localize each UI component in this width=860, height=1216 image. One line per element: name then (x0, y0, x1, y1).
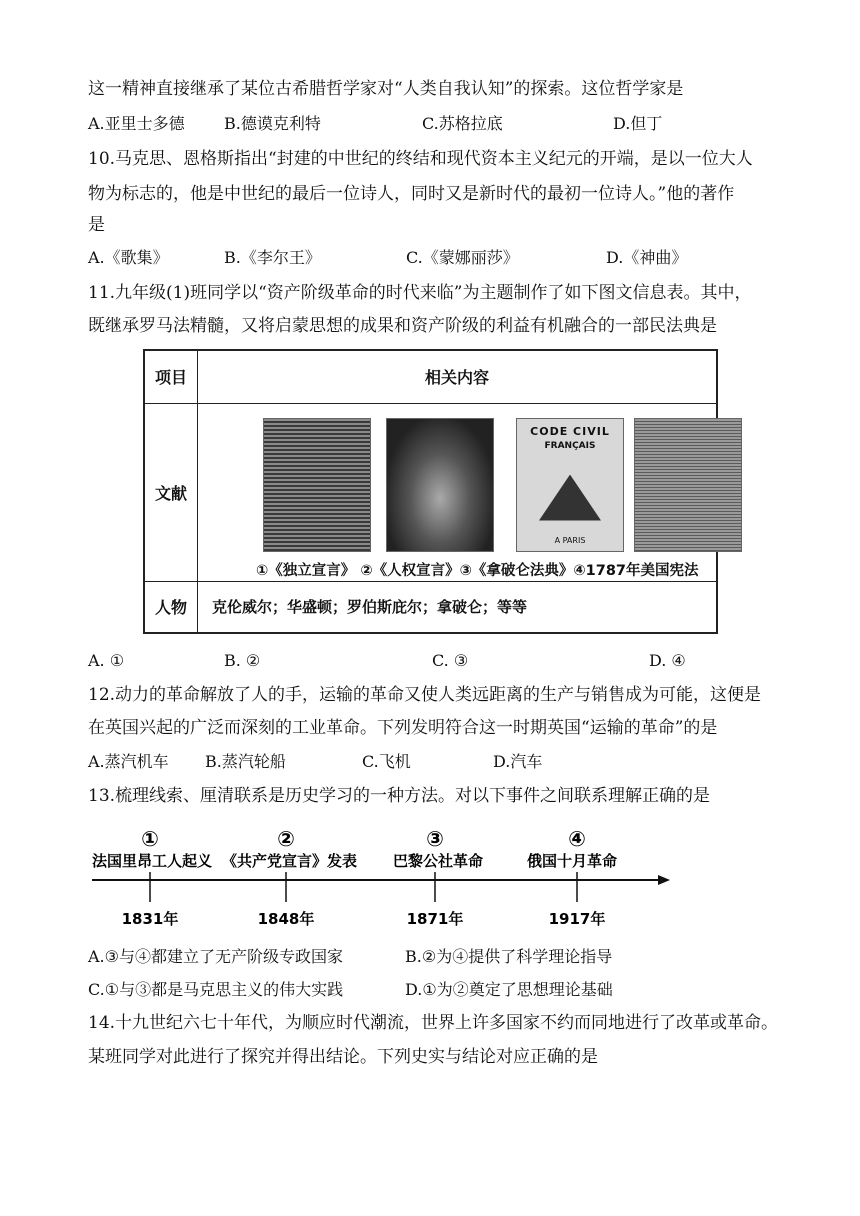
line-q10-1: 10.马克思、恩格斯指出“封建的中世纪的终结和现代资本主义纪元的开端，是以一位大人 (88, 149, 753, 169)
event-year: 1917年 (548, 910, 606, 928)
q11-option-b[interactable]: B. ② (224, 651, 261, 670)
q13-option-b[interactable]: B.②为④提供了科学理论指导 (405, 947, 613, 966)
line-q12-2: 在英国兴起的广泛而深刻的工业革命。下列发明符合这一时期英国“运输的革命”的是 (88, 718, 718, 738)
line-q12-1: 12.动力的革命解放了人的手，运输的革命又使人类远距离的生产与销售成为可能，这便是 (88, 685, 762, 705)
table-people-cell: 克伦威尔；华盛顿；罗伯斯庇尔；拿破仑；等等 (198, 581, 718, 633)
code-title: CODE CIVIL (530, 424, 610, 438)
q11-option-a[interactable]: A. ① (88, 651, 125, 670)
info-table (143, 349, 718, 634)
timeline (90, 822, 680, 932)
q9-option-c[interactable]: C.苏格拉底 (422, 114, 503, 133)
line-q9-stem: 这一精神直接继承了某位古希腊哲学家对“人类自我认知”的探索。这位哲学家是 (88, 79, 684, 99)
event-label: 俄国十月革命 (527, 852, 618, 870)
line-q11-1: 11.九年级(1)班同学以“资产阶级革命的时代来临”为主题制作了如下图文信息表。其中， (88, 283, 752, 303)
q13-option-d[interactable]: D.①为②奠定了思想理论基础 (405, 980, 613, 999)
event-label: 《共产党宣言》发表 (222, 852, 358, 870)
q12-option-a[interactable]: A.蒸汽机车 (88, 752, 169, 771)
us-constitution-image (634, 418, 742, 552)
table-docs-cell (198, 403, 718, 581)
code-footer: A PARIS (554, 535, 586, 545)
table-label-people: 人物 (144, 581, 198, 633)
q10-option-a[interactable]: A.《歌集》 (88, 248, 169, 267)
code-subtitle: FRANÇAIS (544, 440, 596, 451)
q9-option-a[interactable]: A.亚里士多德 (88, 114, 185, 133)
table-header-item: 项目 (144, 350, 198, 403)
event-label: 巴黎公社革命 (393, 852, 484, 870)
declaration-of-rights-image (386, 418, 494, 552)
line-q11-2: 既继承罗马法精髓，又将启蒙思想的成果和资产阶级的利益有机融合的一部民法典是 (88, 316, 717, 336)
table-label-docs: 文献 (144, 403, 198, 581)
q9-option-b[interactable]: B.德谟克利特 (224, 114, 321, 133)
q9-option-d[interactable]: D.但丁 (613, 114, 663, 133)
q10-option-b[interactable]: B.《李尔王》 (224, 248, 321, 267)
q11-option-d[interactable]: D. ④ (649, 651, 686, 670)
event-year: 1848年 (257, 910, 315, 928)
q10-option-d[interactable]: D.《神曲》 (606, 248, 688, 267)
q10-option-c[interactable]: C.《蒙娜丽莎》 (406, 248, 519, 267)
q12-option-d[interactable]: D.汽车 (493, 752, 543, 771)
emblem-icon (539, 475, 601, 521)
line-q13-1: 13.梳理线索、厘清联系是历史学习的一种方法。对以下事件之间联系理解正确的是 (88, 786, 711, 806)
timeline-event-1 (92, 827, 212, 928)
line-q10-3: 是 (88, 215, 105, 235)
line-q14-1: 14.十九世纪六七十年代，为顺应时代潮流，世界上许多国家不约而同地进行了改革或革命。 (88, 1013, 779, 1033)
q12-option-b[interactable]: B.蒸汽轮船 (205, 752, 286, 771)
q11-option-c[interactable]: C. ③ (432, 651, 469, 670)
event-year: 1871年 (406, 910, 464, 928)
napoleonic-code-image (516, 418, 624, 552)
timeline-event-4 (527, 827, 617, 928)
declaration-of-independence-image (263, 418, 371, 552)
event-number: ① (141, 827, 159, 851)
timeline-arrow-icon (658, 875, 670, 885)
timeline-event-2 (222, 827, 357, 928)
event-number: ③ (426, 827, 444, 851)
table-header-content: 相关内容 (198, 350, 718, 403)
line-q14-2: 某班同学对此进行了探究并得出结论。下列史实与结论对应正确的是 (88, 1047, 598, 1067)
document-captions: ①《独立宣言》 ②《人权宣言》③《拿破仑法典》④1787年美国宪法 (256, 562, 699, 579)
line-q10-2: 物为标志的，他是中世纪的最后一位诗人，同时又是新时代的最初一位诗人。”他的著作 (88, 184, 735, 204)
event-number: ② (277, 827, 295, 851)
event-year: 1831年 (121, 910, 179, 928)
timeline-event-3 (393, 827, 483, 928)
q13-option-c[interactable]: C.①与③都是马克思主义的伟大实践 (88, 980, 344, 999)
event-label: 法国里昂工人起义 (92, 852, 213, 870)
q12-option-c[interactable]: C.飞机 (362, 752, 411, 771)
q13-option-a[interactable]: A.③与④都建立了无产阶级专政国家 (88, 947, 343, 966)
event-number: ④ (568, 827, 586, 851)
